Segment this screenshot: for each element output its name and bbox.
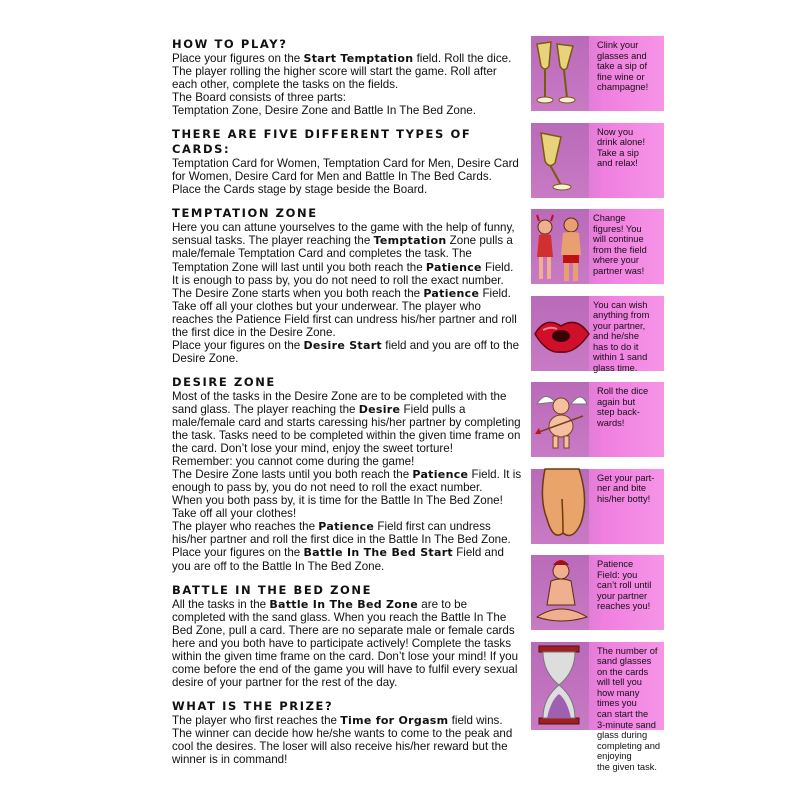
rules-section [172,583,522,689]
field-name-highlight: Desire [358,402,401,416]
champagne-glasses-icon [531,36,593,111]
text-run: Field. It is enough to pass by, you do not need to roll the exact number. [172,468,522,495]
field-panel-drink-alone [531,123,664,198]
section-heading: WHAT IS THE PRIZE? [172,698,334,713]
text-run: Field. Take off all your clothes but your underwear. The player who reaches the Patience Field first can undress his/her partner and roll the first dice in the Desire Zone. [172,286,517,339]
text-run: The player who first reaches the [172,713,341,727]
champagne-glass-icon [531,123,593,198]
field-panel-text: Roll the dice again but step back- wards! [597,386,649,428]
rules-paragraph [172,546,522,572]
rules-section [172,127,522,196]
field-panel-text: Change figures! You will continue from the field where your partner was! [593,213,647,276]
rules-paragraph [172,494,522,520]
text-run: Zone pulls a male/female Temptation Card and completes the task. The Temptation Zone will last until you both reach the [172,234,513,274]
field-panel-patience [531,555,664,630]
rules-paragraph [172,714,522,766]
rules-paragraph [172,455,522,468]
meditating-figure-icon [531,555,593,630]
devil-couple-icon [531,209,593,284]
rules-paragraph [172,157,522,183]
text-run: When you both pass by, it is time for the Battle In The Bed Zone! Take off all your clothes! [172,494,503,521]
field-panel-wish [531,296,664,374]
text-run: Remember: you cannot come during the game! [172,455,415,469]
rules-paragraph [172,520,522,546]
text-run: field and you are off to the Desire Zone. [172,338,520,365]
text-run: Temptation Card for Women, Temptation Card for Men, Desire Card for Women, Desire Card for Men and Battle In The Bed Cards. [172,157,519,184]
text-run: Field first can undress his/her partner and roll the first dice in the Battle In The Bed Zone. [172,520,511,547]
rules-paragraph [172,598,522,689]
bottom-icon [531,469,593,544]
field-panel-text: Patience Field: you can’t roll until your partner reaches you! [597,559,652,612]
rules-paragraph [172,91,522,104]
field-panel-step-back [531,382,664,457]
rules-text-column [172,37,522,776]
text-run: Temptation Zone, Desire Zone and Battle In The Bed Zone. [172,104,476,118]
text-run: The Desire Zone starts when you both reach the [172,286,424,300]
field-panel-change-figures [531,209,664,284]
field-name-highlight: Patience [412,468,469,482]
text-run: are to be completed with the sand glass. When you reach the Battle In The Bed Zone, pull a card. There are no separate male or female cards here and you both have to participate actively! Complete the tasks within the given time frame on the card. Don’t lose your mind! If you come before the end of the game you will have to fulfil every sexual desire of your partner for the rest of the day. [172,597,519,689]
text-run: Place the Cards stage by stage beside the Board. [172,183,428,197]
text-run: field wins. The winner can decide how he/she wants to come to the peak and cool the desires. The loser will also receive his/her reward but the winner is in command! [172,713,513,767]
text-run: Here you can attune yourselves to the game with the help of funny, sensual tasks. The player reaching the [172,221,515,248]
rules-section [172,375,522,573]
rules-paragraph [172,52,522,91]
field-name-highlight: Patience [318,520,375,534]
field-panel-sand-glass [531,642,664,773]
rules-paragraph [172,221,522,286]
cupid-icon [531,382,593,457]
rules-section [172,206,522,365]
field-panel-text: Clink your glasses and take a sip of fine wine or champagne! [597,40,649,93]
rules-paragraph [172,339,522,365]
field-name-highlight: Desire Start [303,338,382,352]
field-panel-text: Now you drink alone! Take a sip and relax! [597,126,646,169]
field-name-highlight: Temptation [373,234,447,248]
sand-glass-icon [531,642,593,730]
field-name-highlight: Patience [423,286,480,300]
text-run: field. Roll the dice. The player rolling the higher score will start the game. Roll after each other, complete the tasks on the fields. [172,52,512,92]
field-name-highlight: Start Temptation [303,52,414,65]
rules-paragraph [172,104,522,117]
text-run: Place your figures on the [172,338,304,352]
text-run: The player who reaches the [172,520,319,534]
section-heading: TEMPTATION ZONE [172,206,318,221]
text-run: Place your figures on the [172,546,304,560]
text-run: Place your figures on the [172,52,304,65]
text-run: Field. It is enough to pass by, you do not need to roll the exact number. [172,260,514,287]
text-run: All the tasks in the [172,597,270,611]
text-run: Most of the tasks in the Desire Zone are to be completed with the sand glass. The player reaching the [172,389,507,416]
field-name-highlight: Battle In The Bed Start [303,546,453,560]
field-name-highlight: Battle In The Bed Zone [269,597,419,611]
text-run: Field pulls a male/female card and starts caressing his/her partner by completing the task. Tasks need to be completed within the given time frame on the card. Don’t lose your mind, enjoy the sweet torture! [172,402,521,456]
field-panel-text: Get your part- ner and bite his/her botty! [597,472,655,504]
section-heading: HOW TO PLAY? [172,37,288,51]
text-run: The Desire Zone lasts until you both reach the [172,468,413,482]
text-run: The Board consists of three parts: [172,91,346,105]
rules-paragraph [172,287,522,339]
section-heading: THERE ARE FIVE DIFFERENT TYPES OF CARDS: [172,127,472,157]
rules-paragraph [172,468,522,494]
board-fields-column [531,36,664,773]
text-run: Field and you are off to the Battle In The Bed Zone. [172,546,504,573]
section-heading: BATTLE IN THE BED ZONE [172,582,373,597]
field-panel-clink [531,36,664,111]
rules-paragraph [172,390,522,455]
kiss-lips-icon [531,296,593,371]
field-panel-text: The number of sand glasses on the cards will tell you how many times you can start the 3-minute sand glass during completing and enjoying the given task. [597,645,661,773]
field-name-highlight: Time for Orgasm [340,713,449,727]
rules-paragraph [172,183,522,196]
section-heading: DESIRE ZONE [172,374,276,389]
rules-section [172,699,522,766]
field-panel-text: You can wish anything from your partner, and he/she has to do it within 1 sand glass time. [593,299,650,374]
field-name-highlight: Patience [425,260,482,274]
field-panel-bite [531,469,664,544]
rules-section [172,37,522,117]
